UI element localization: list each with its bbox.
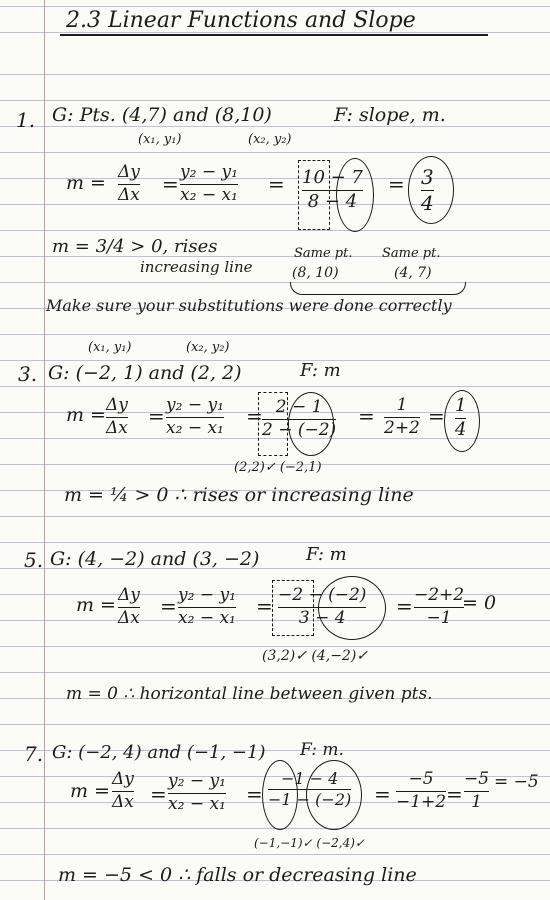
problem-3-m-equals: m = [66,404,106,426]
equals-sign: = [358,404,375,428]
problem-5-number: 5. [24,548,44,572]
delta-y: Δy [112,769,134,789]
equals-sign: = [256,594,273,618]
problem-1-note-same-pt-b: Same pt. [382,246,441,261]
equals-sign: = [160,594,177,618]
delta-x: Δx [106,417,128,438]
problem-1-result [421,166,434,215]
delta-y: Δy [118,162,140,182]
problem-1-conclusion-line2: increasing line [140,258,253,276]
formula-bottom: x₂ − x₁ [180,184,238,205]
step-bottom: −1+2 [396,791,447,812]
problem-7-given: G: (−2, 4) and (−1, −1) [52,742,266,763]
problem-1-reminder: Make sure your substitutions were done correctly [46,296,452,315]
step2-top: −5 [464,769,490,789]
problem-1-find: F: slope, m. [334,104,446,126]
result-top: 3 [421,165,434,189]
problem-1-delta-fraction [118,163,140,205]
step-top: −2+2 [414,585,465,605]
equals-sign: = [446,782,463,806]
equals-sign: = [388,172,405,196]
sub-bottom: 3 − 4 [298,607,346,628]
problem-3-substitution [262,398,336,440]
problem-5-step [414,586,464,628]
problem-5-m-equals: m = [76,594,116,616]
problem-5-find: F: m [306,544,347,565]
problem-5-result: = 0 [462,592,497,614]
result-top: 1 [455,395,467,416]
sub-bottom: 8 − 4 [307,190,358,212]
page-title: 2.3 Linear Functions and Slope [66,8,416,33]
formula-bottom: x₂ − x₁ [168,793,226,814]
equals-sign: = [396,594,413,618]
problem-3-label-x1y1: (x₁, y₁) [88,340,132,355]
problem-5-checks: (3,2)✓ (4,−2)✓ [262,648,369,664]
delta-x: Δx [118,607,140,628]
problem-3-given: G: (−2, 1) and (2, 2) [48,362,242,384]
problem-7-checks: (−1,−1)✓ (−2,4)✓ [254,836,365,850]
step-bottom: 2+2 [384,417,420,438]
sub-bottom: −1 − (−2) [268,790,352,810]
delta-x: Δx [118,184,140,205]
problem-7-number: 7. [24,742,44,766]
problem-7-delta-fraction [112,770,134,812]
formula-bottom: x₂ − x₁ [178,607,236,628]
step-top: 1 [396,395,408,415]
margin-line [44,0,45,900]
problem-7-conclusion: m = −5 < 0 ∴ falls or decreasing line [58,864,417,886]
title-underline [60,34,488,36]
problem-7-find: F: m. [300,740,344,760]
problem-7-step2 [464,770,489,812]
formula-top: y₂ − y₁ [180,162,238,182]
result-bottom: 4 [421,191,434,215]
step-top: −5 [408,769,434,789]
delta-y: Δy [106,395,128,415]
result-bottom: 4 [455,418,467,440]
equals-sign: = [246,404,263,428]
problem-5-delta-fraction [118,586,140,628]
problem-3-conclusion: m = ¼ > 0 ∴ rises or increasing line [64,484,414,506]
equals-sign: = [428,404,445,428]
equals-sign: = [268,172,285,196]
problem-3-checks: (2,2)✓ (−2,1) [234,460,322,475]
sub-top: 10 − 7 [302,167,363,188]
formula-top: y₂ − y₁ [166,395,224,415]
step2-bottom: 1 [471,791,482,812]
problem-1-note-pt-b: (4, 7) [394,265,432,281]
problem-1-given: G: Pts. (4,7) and (8,10) [52,104,272,126]
problem-3-find: F: m [300,360,341,381]
equals-sign: = [150,782,167,806]
equals-sign: = [148,404,165,428]
problem-1-number: 1. [16,108,36,132]
problem-3-number: 3. [18,362,38,386]
delta-y: Δy [118,585,140,605]
problem-1-note-same-pt-a: Same pt. [294,246,353,261]
problem-1-conclusion: m = 3/4 > 0, rises [52,236,218,257]
problem-1-note-pt-a: (8, 10) [292,265,339,281]
equals-sign: = [162,172,179,196]
problem-5-conclusion: m = 0 ∴ horizontal line between given pts. [66,684,433,704]
problem-7-slope-formula [168,772,226,814]
problem-7-step [396,770,446,812]
problem-7-m-equals: m = [70,780,110,802]
problem-1-label-x2y2: (x₂, y₂) [248,132,292,147]
sub-top: −2 − (−2) [278,585,367,605]
sub-top: 2 − 1 [275,397,323,417]
problem-5-slope-formula [178,586,236,628]
formula-top: y₂ − y₁ [168,771,226,791]
equals-sign: = [246,782,263,806]
problem-5-given: G: (4, −2) and (3, −2) [50,548,260,570]
problem-5-substitution [278,586,366,628]
problem-1-label-x1y1: (x₁, y₁) [138,132,182,147]
equals-sign: = [374,782,391,806]
formula-top: y₂ − y₁ [178,585,236,605]
sub-top: −1 − 4 [280,769,339,788]
problem-1-slope-formula [180,163,238,205]
sub-bottom: 2 − (−2) [262,419,337,440]
problem-7-result: = −5 [494,772,539,792]
problem-1-m-equals: m = [66,172,106,194]
problem-7-substitution [268,770,351,810]
problem-3-step [384,396,420,438]
problem-1-substitution [302,168,363,212]
problem-1-brace [290,282,466,295]
delta-x: Δx [112,791,134,812]
problem-3-delta-fraction [106,396,128,438]
problem-3-label-x2y2: (x₂, y₂) [186,340,230,355]
step-bottom: −1 [426,607,452,628]
problem-3-result [455,396,466,440]
formula-bottom: x₂ − x₁ [166,417,224,438]
problem-3-slope-formula [166,396,224,438]
